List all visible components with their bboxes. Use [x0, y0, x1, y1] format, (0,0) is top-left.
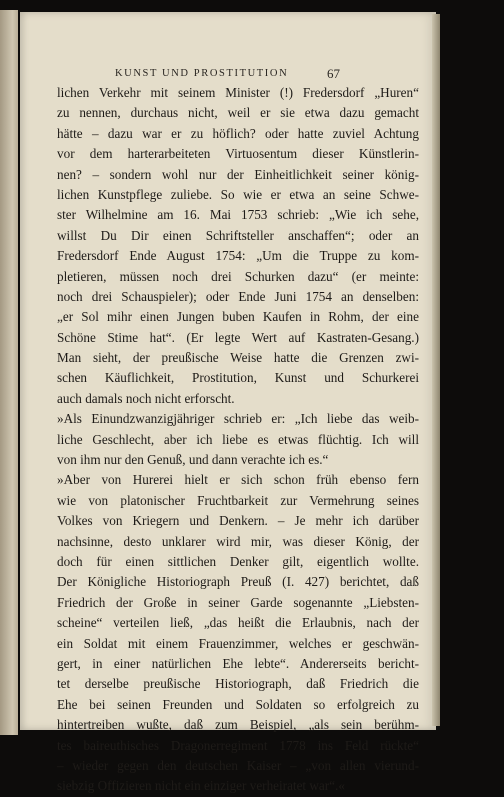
- text-line: pletieren, müssen noch drei Schurken dazu“ (er meinte:: [57, 268, 419, 284]
- text-line: lichen Kunstpflege zuliebe. So wie er etwa an seine Schwe-: [57, 186, 419, 202]
- text-line: Volkes von Kriegern und Denkern. – Je mehr ich darüber: [57, 513, 419, 529]
- text-line: tes baireuthisches Dragonerregiment 1778 ins Feld rückte“: [57, 737, 419, 753]
- text-line: willst Du Dir einen Schriftsteller anschaffen“; oder an: [57, 227, 419, 243]
- text-line: von ihm nur den Genuß, und dann verachte ich es.“: [57, 452, 329, 468]
- text-line: Man sieht, der preußische Weise hatte die Grenzen zwi-: [57, 350, 419, 366]
- text-line: Ehe bei seinen Freunden und Soldaten so erfolgreich zu: [57, 696, 419, 712]
- text-line: hätte – dazu war er zu höflich? oder hatte zuviel Achtung: [57, 125, 419, 141]
- text-line: hintertreiben wußte, daß zum Beispiel, „als sein berühm-: [57, 717, 419, 733]
- text-line: Friedrich der Große in seiner Garde sogenannte „Liebsten-: [57, 594, 419, 610]
- text-line: liche Geschlecht, aber ich liebe es etwas flüchtig. Ich will: [57, 431, 419, 447]
- text-line: auch damals noch nicht erforscht.: [57, 390, 235, 406]
- text-line: Fredersdorf Ende August 1754: „Um die Truppe zu kom-: [57, 248, 419, 264]
- text-line: lichen Verkehr mit seinem Minister (!) Fredersdorf „Huren“: [57, 85, 419, 100]
- text-line: – wieder gegen den deutschen Kaiser – „von allen vierund-: [57, 757, 419, 773]
- text-line: zu nennen, durchaus nicht, weil er sie etwa dazu gemacht: [57, 105, 419, 121]
- text-line: ster Wilhelmine am 16. Mai 1753 schrieb: „Wie ich sehe,: [57, 207, 419, 223]
- text-line: nachsinne, desto unklarer wird mir, was dieser König, der: [57, 533, 419, 549]
- text-line: Schöne Stime hat“. (Er legte Wert auf Kastraten-Gesang.): [57, 329, 419, 345]
- text-line: wie von platonischer Fruchtbarkeit zur Vermehrung seines: [57, 492, 419, 508]
- page-number: 67: [327, 66, 340, 81]
- text-line: nen? – sondern wohl nur der Einheitlichkeit seiner könig-: [57, 166, 419, 182]
- book-spine: [0, 10, 18, 735]
- text-line: schen Käuflichkeit, Prostitution, Kunst und Schurkerei: [57, 370, 419, 386]
- running-title: KUNST UND PROSTITUTION: [115, 68, 289, 79]
- text-line: »Als Einundzwanzigjähriger schrieb er: „Ich liebe das weib-: [57, 411, 419, 427]
- text-line: vor dem harterarbeiteten Virtuosentum dieser Künstlerin-: [57, 146, 419, 162]
- text-line: noch drei Schauspieler); oder Ende Juni 1754 an denselben:: [57, 288, 419, 304]
- text-body: [57, 83, 419, 797]
- text-line: scheine“ verteilen ließ, „das heißt die Erlaubnis, nach der: [57, 615, 419, 631]
- text-line: »Aber von Hurerei hielt er sich schon früh ebenso fern: [57, 472, 419, 488]
- text-line: ein Soldat mit einem Frauenzimmer, welches er geschwän-: [57, 635, 419, 651]
- text-line: gert, in einer natürlichen Ehe lebte“. Andererseits bericht-: [57, 655, 419, 671]
- text-line: „er Sol mihr einen Jungen buben Kaufen in Rohm, der eine: [57, 309, 419, 325]
- book-page: [20, 12, 436, 794]
- text-line: Der Königliche Historiograph Preuß (I. 427) berichtet, daß: [57, 574, 419, 590]
- text-line: siebzig Offizieren nicht ein einziger verheiratet war“.«: [57, 778, 345, 794]
- text-line: tet derselbe preußische Historiograph, daß Friedrich die: [57, 676, 419, 692]
- running-head: [20, 68, 436, 84]
- text-line: doch für einen sittlichen Denker gilt, eigentlich wollte.: [57, 553, 419, 569]
- page-edge: [432, 14, 440, 726]
